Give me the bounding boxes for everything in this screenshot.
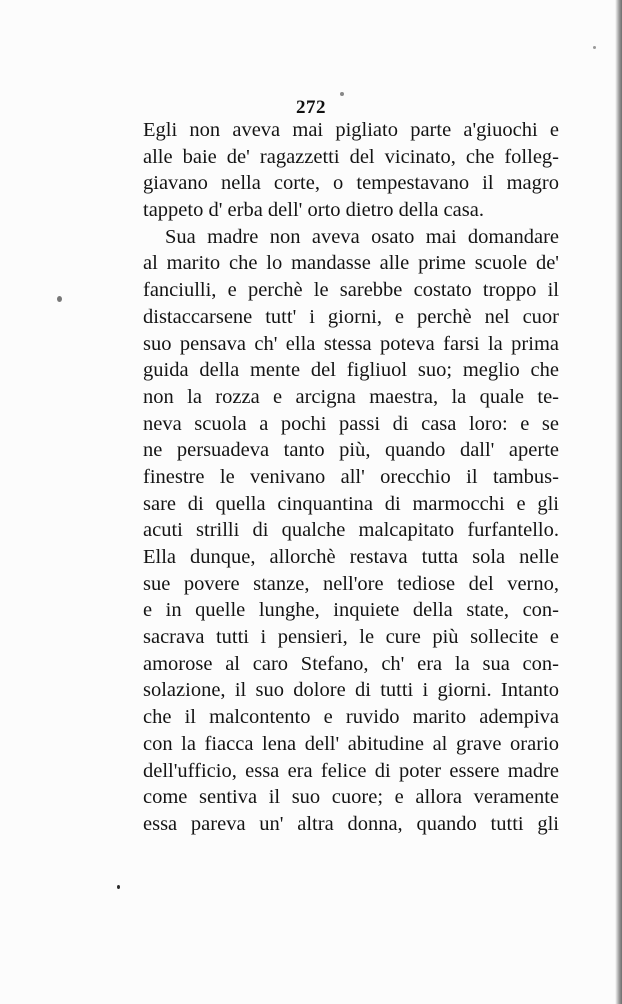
page-number: 272 [296,97,326,118]
text-line: non la rozza e arcigna maestra, la quale te- [143,385,559,408]
ink-speck [340,92,344,96]
text-line: alle baie de' ragazzetti del vicinato, che folleg- [143,145,559,168]
text-line: essa pareva un' altra donna, quando tutti gli [143,812,559,835]
text-line: suo pensava ch' ella stessa poteva farsi la prima [143,332,559,355]
text-line: finestre le venivano all' orecchio il tambus- [143,465,559,488]
text-line: al marito che lo mandasse alle prime scuole de' [143,252,559,275]
text-line: acuti strilli di qualche malcapitato furfantello. [143,519,559,542]
text-line: fanciulli, e perchè le sarebbe costato troppo il [143,279,559,302]
page-edge-shadow [615,0,622,1004]
text-line: guida della mente del figliuol suo; meglio che [143,359,559,382]
text-line: distaccarsene tutt' i giorni, e perchè nel cuor [143,305,559,328]
text-line: giavano nella corte, o tempestavano il magro [143,172,559,195]
text-line: Egli non aveva mai pigliato parte a'giuochi e [143,119,559,141]
ink-speck [593,46,596,49]
ink-speck [57,296,62,302]
text-line: neva scuola a pochi passi di casa loro: e se [143,412,559,435]
body-text [143,117,559,838]
text-line: come sentiva il suo cuore; e allora veramente [143,786,559,809]
text-line: sare di quella cinquantina di marmocchi e gli [143,492,559,515]
text-line: ne persuadeva tanto più, quando dall' aperte [143,439,559,462]
text-line: tappeto d' erba dell' orto dietro della casa. [143,199,484,222]
text-line: Sua madre non aveva osato mai domandare [165,225,559,248]
text-line: e in quelle lunghe, inquiete della state, con- [143,599,559,622]
text-line: con la fiacca lena dell' abitudine al grave orario [143,732,559,755]
text-line: sue povere stanze, nell'ore tediose del verno, [143,572,559,595]
text-line: solazione, il suo dolore di tutti i giorni. Intanto [143,679,559,702]
text-line: Ella dunque, allorchè restava tutta sola nelle [143,546,559,568]
text-line: che il malcontento e ruvido marito adempiva [143,706,559,729]
ink-speck [117,885,120,889]
text-line: sacrava tutti i pensieri, le cure più sollecite e [143,626,559,649]
text-line: dell'ufficio, essa era felice di poter essere madre [143,759,559,782]
text-line: amorose al caro Stefano, ch' era la sua con- [143,652,559,675]
